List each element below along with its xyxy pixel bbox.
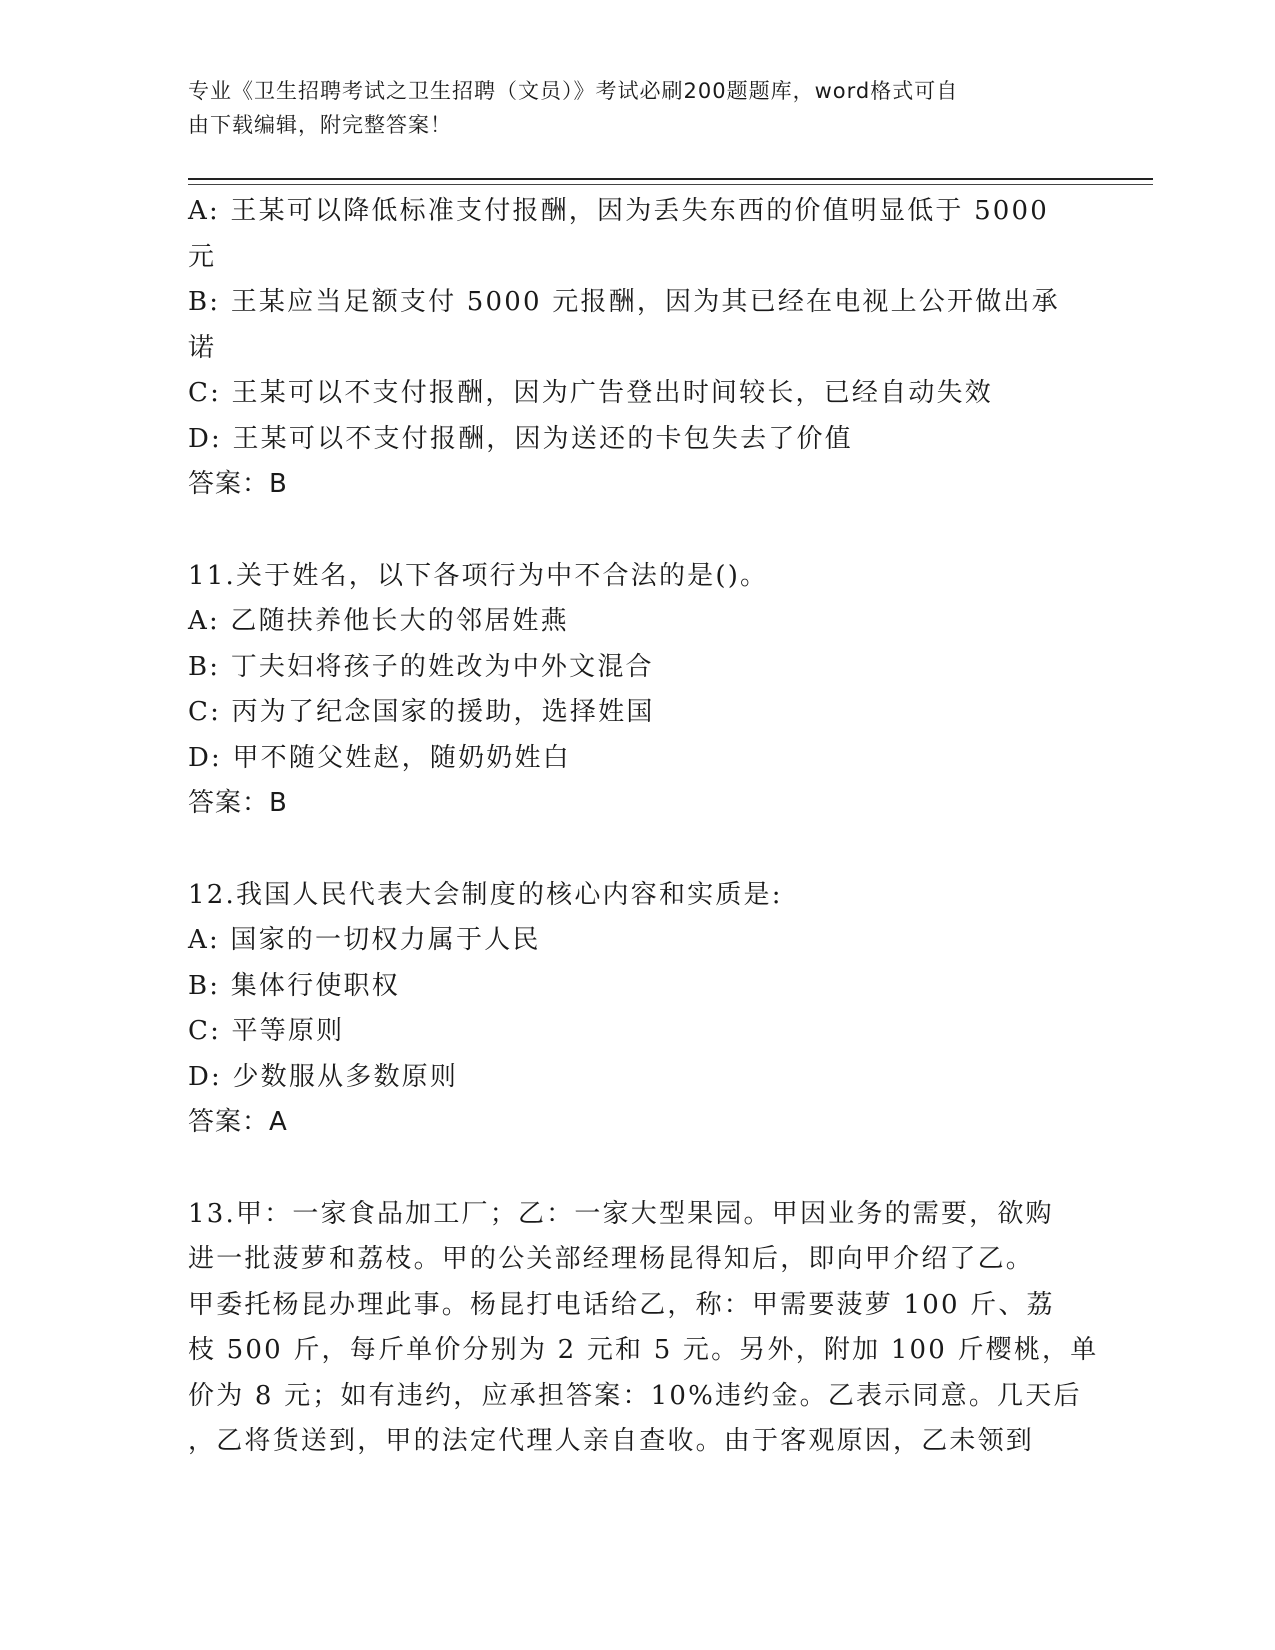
option-d: D: 少数服从多数原则: [188, 1061, 459, 1092]
answer: 答案：B: [188, 788, 288, 818]
option-a-line-2: 元: [188, 241, 217, 272]
option-b-line-2: 诺: [188, 332, 217, 363]
question-13: [188, 1192, 1099, 1465]
option-a: A: 乙随扶养他长大的邻居姓燕: [188, 606, 569, 636]
option-b: B: 丁夫妇将孩子的姓改为中外文混合: [188, 651, 654, 682]
header-divider-thin: [188, 184, 1153, 185]
option-a-line-1: A: 王某可以降低标准支付报酬，因为丢失东西的价值明显低于 5000: [188, 196, 1050, 226]
question-10: [188, 189, 1088, 508]
spacer: [188, 508, 1088, 554]
question-text-line-4: 枝 500 斤，每斤单价分别为 2 元和 5 元。另外，附加 100 斤樱桃，单: [188, 1335, 1099, 1365]
document-header: [188, 74, 1068, 142]
question-text-line-3: 甲委托杨昆办理此事。杨昆打电话给乙，称：甲需要菠萝 100 斤、荔: [188, 1289, 1055, 1320]
question-list: [188, 189, 1099, 1465]
spacer: [188, 1146, 1088, 1192]
option-c: C: 王某可以不支付报酬，因为广告登出时间较长，已经自动失效: [188, 378, 993, 408]
answer: 答案：A: [188, 1107, 288, 1137]
question-text-line-2: 进一批菠萝和荔枝。甲的公关部经理杨昆得知后，即向甲介绍了乙。: [188, 1244, 1035, 1274]
header-line-2: 由下载编辑，附完整答案！: [188, 113, 452, 137]
question-11: [188, 554, 1088, 827]
option-d: D: 王某可以不支付报酬，因为送还的卡包失去了价值: [188, 423, 853, 454]
question-text: 12.我国人民代表大会制度的核心内容和实质是:: [188, 879, 783, 910]
option-c: C: 平等原则: [188, 1016, 345, 1046]
question-text-line-1: 13.甲：一家食品加工厂；乙：一家大型果园。甲因业务的需要，欲购: [188, 1198, 1054, 1229]
question-text-line-5: 价为 8 元；如有违约，应承担答案：10%违约金。乙表示同意。几天后: [188, 1380, 1082, 1411]
option-b-line-1: B: 王某应当足额支付 5000 元报酬，因为其已经在电视上公开做出承: [188, 287, 1060, 317]
spacer: [188, 827, 1088, 873]
option-a: A: 国家的一切权力属于人民: [188, 925, 541, 955]
question-12: [188, 873, 1088, 1146]
answer: 答案：B: [188, 469, 288, 499]
option-c: C: 丙为了纪念国家的援助，选择姓国: [188, 697, 655, 727]
header-line-1: 专业《卫生招聘考试之卫生招聘（文员）》考试必刷200题题库，word格式可自: [188, 79, 959, 103]
option-b: B: 集体行使职权: [188, 970, 400, 1001]
question-text-line-6: ，乙将货送到，甲的法定代理人亲自查收。由于客观原因，乙未领到: [188, 1426, 1035, 1456]
header-divider-thick: [188, 178, 1153, 180]
option-d: D: 甲不随父姓赵，随奶奶姓白: [188, 742, 571, 773]
question-text: 11.关于姓名，以下各项行为中不合法的是()。: [188, 560, 769, 591]
